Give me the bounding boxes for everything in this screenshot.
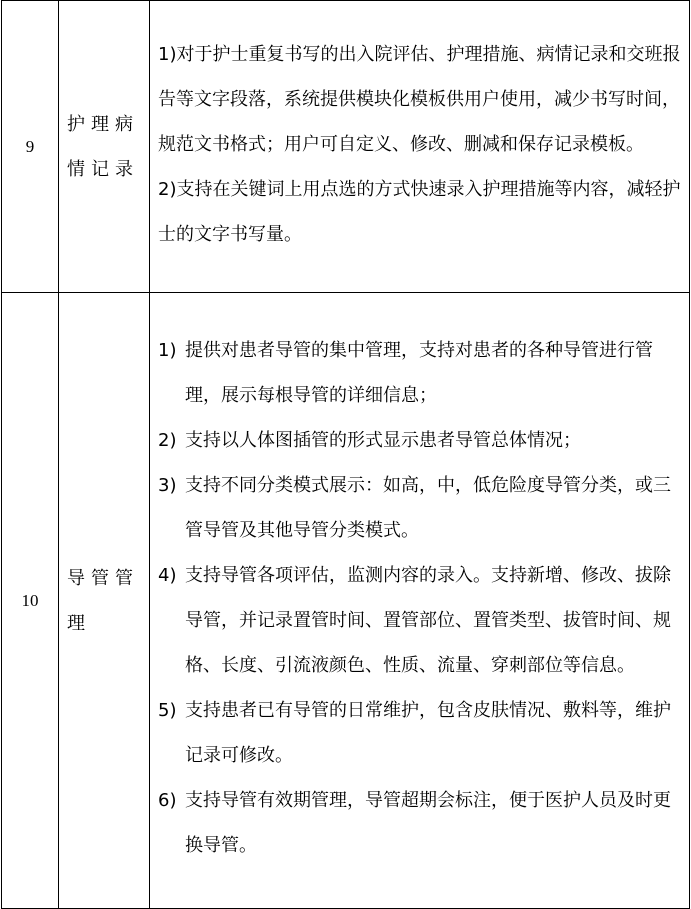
list-item: [158, 553, 683, 688]
table-row: [2, 293, 690, 909]
row-number: 9: [2, 1, 59, 293]
function-description: [150, 293, 690, 909]
item-text: 支持以人体图插管的形式显示患者导管总体情况；: [185, 430, 581, 451]
list-item: [158, 328, 683, 418]
list-item: [158, 778, 683, 868]
item-number: 3): [158, 475, 177, 496]
item-text: 提供对患者导管的集中管理，支持对患者的各种导管进行管理，展示每根导管的详细信息；: [185, 340, 653, 406]
item-number: 6): [158, 790, 177, 811]
item-number: 1): [158, 340, 177, 361]
list-item: [158, 688, 683, 778]
list-item: [158, 418, 683, 463]
item-number: 2): [158, 430, 177, 451]
item-text: 支持导管各项评估，监测内容的录入。支持新增、修改、拔除导管，并记录置管时间、置管部位、置管类型、拔管时间、规格、长度、引流液颜色、性质、流量、穿刺部位等信息。: [185, 565, 671, 676]
item-text: 支持患者已有导管的日常维护，包含皮肤情况、敷料等，维护记录可修改。: [185, 700, 671, 766]
description-paragraph: 2)支持在关键词上用点选的方式快速录入护理措施等内容，减轻护士的文字书写量。: [158, 178, 681, 245]
function-name: 护理病情记录: [59, 1, 150, 293]
description-paragraph: 1)对于护士重复书写的出入院评估、护理措施、病情记录和交班报告等文字段落，系统提供模块化模板供用户使用，减少书写时间，规范文书格式；用户可自定义、修改、删减和保存记录模板。: [158, 43, 681, 155]
item-number: 4): [158, 565, 177, 586]
function-description: [150, 1, 690, 293]
function-name: 导管管理: [59, 293, 150, 909]
table-row: [2, 1, 690, 293]
item-text: 支持不同分类模式展示：如高，中，低危险度导管分类，或三管导管及其他导管分类模式。: [185, 475, 671, 541]
item-number: 5): [158, 700, 177, 721]
row-number: 10: [2, 293, 59, 909]
list-item: [158, 463, 683, 553]
item-text: 支持导管有效期管理，导管超期会标注，便于医护人员及时更换导管。: [185, 790, 671, 856]
requirements-table: [1, 0, 690, 909]
